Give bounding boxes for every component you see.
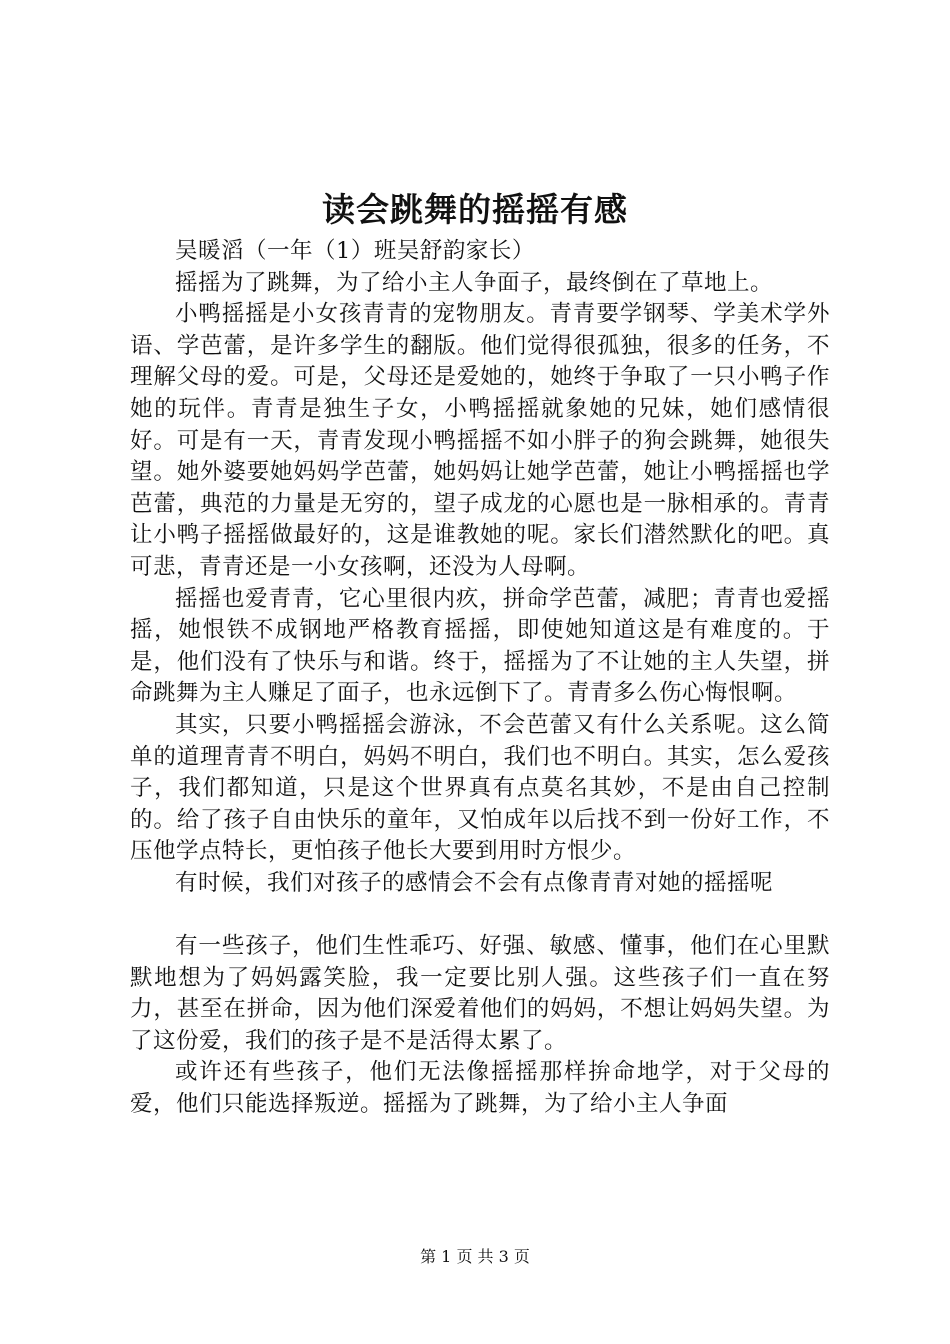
paragraph: 或许还有些孩子，他们无法像摇摇那样拚命地学，对于父母的爱，他们只能选择叛逆。摇摇为了跳舞，为了给小主人争面 xyxy=(130,1059,830,1118)
document-body xyxy=(130,236,830,1121)
paragraph: 摇摇为了跳舞，为了给小主人争面子，最终倒在了草地上。 xyxy=(175,269,774,296)
author-line: 吴暖滔（一年（1）班吴舒韵家长） xyxy=(175,238,535,264)
paragraph-spacer xyxy=(130,899,830,931)
paragraph: 其实，只要小鸭摇摇会游泳，不会芭蕾又有什么关系呢。这么简单的道理青青不明白，妈妈不明白，我们也不明白。其实，怎么爱孩子，我们都知道，只是这个世界真有点莫名其妙，不是由自己控制的。给了孩子自由快乐的童年，又怕成年以后找不到一份好工作，不压他学点特长，更怕孩子他长大要到用时方恨少。 xyxy=(130,711,830,865)
page-footer: 第 1 页 共 3 页 xyxy=(420,1247,530,1266)
paragraph: 有时候，我们对孩子的感情会不会有点像青青对她的摇摇呢 xyxy=(175,869,774,896)
document-title: 读会跳舞的摇摇有感 xyxy=(322,190,628,229)
paragraph: 小鸭摇摇是小女孩青青的宠物朋友。青青要学钢琴、学美术学外语、学芭蕾，是许多学生的翻版。他们觉得很孤独，很多的任务，不理解父母的爱。可是，父母还是爱她的，她终于争取了一只小鸭子作她的玩伴。青青是独生子女，小鸭摇摇就象她的兄妹，她们感情很好。可是有一天，青青发现小鸭摇摇不如小胖子的狗会跳舞，她很失望。她外婆要她妈妈学芭蕾，她妈妈让她学芭蕾，她让小鸭摇摇也学芭蕾，典范的力量是无穷的，望子成龙的心愿也是一脉相承的。青青让小鸭子摇摇做最好的，这是谁教她的呢。家长们潜然默化的吧。真可悲，青青还是一小女孩啊，还没为人母啊。 xyxy=(130,301,830,580)
paragraph: 有一些孩子，他们生性乖巧、好强、敏感、懂事，他们在心里默默地想为了妈妈露笑脸，我一定要比别人强。这些孩子们一直在努力，甚至在拼命，因为他们深爱着他们的妈妈，不想让妈妈失望。为了这份爱，我们的孩子是不是活得太累了。 xyxy=(130,933,830,1054)
paragraph: 摇摇也爱青青，它心里很内疚，拼命学芭蕾，减肥；青青也爱摇摇，她恨铁不成钢地严格教育摇摇，即使她知道这是有难度的。于是，他们没有了快乐与和谐。终于，摇摇为了不让她的主人失望，拼命跳舞为主人赚足了面子，也永远倒下了。青青多么伤心悔恨啊。 xyxy=(130,585,830,707)
